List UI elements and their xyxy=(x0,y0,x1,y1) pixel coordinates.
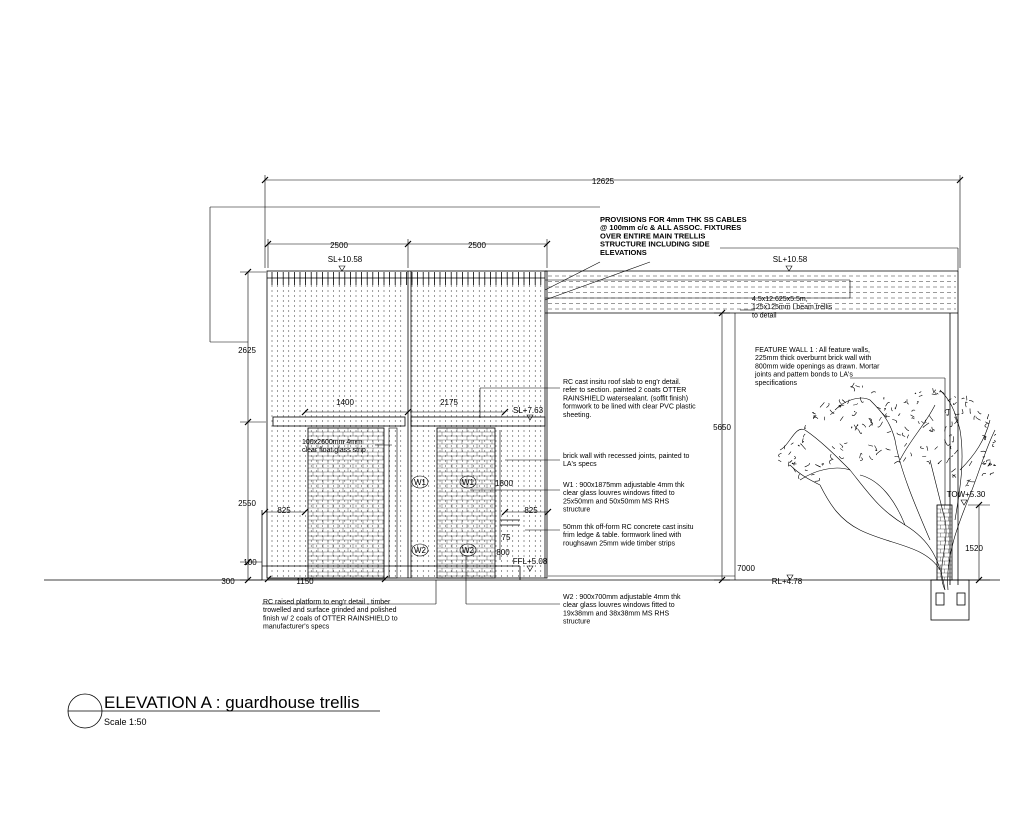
dim-bay-left: 2500 xyxy=(330,241,348,250)
note-line: finish w/ 2 coals of OTTER RAINSHIELD to xyxy=(263,615,398,623)
dim-5650: 5650 xyxy=(713,423,731,432)
cable-lines-vertical xyxy=(272,280,541,578)
note-line: OVER ENTIRE MAIN TRELLIS xyxy=(600,231,706,241)
note-line: frim ledge & table. formwork lined with xyxy=(563,532,682,540)
note-line: clear float glass strip xyxy=(302,447,366,455)
dim-trellis-height: 2625 xyxy=(238,346,256,355)
note-line: 25x50mm and 50x50mm MS RHS xyxy=(563,498,670,506)
note-line: STRUCTURE INCLUDING SIDE xyxy=(600,239,710,249)
note-line: trowelled and surface grinded and polished xyxy=(263,607,397,615)
tag-w2-left: W2 xyxy=(414,546,426,555)
note-provisions xyxy=(600,215,747,257)
note-line: manufacturer's specs xyxy=(263,623,330,631)
note-w2-spec xyxy=(563,594,681,626)
dim-825-right: 825 xyxy=(524,506,538,515)
dim-bay-right: 2500 xyxy=(468,241,486,250)
note-line: joints and pattern bonds to LA's xyxy=(755,371,853,379)
dim-800: 800 xyxy=(496,548,510,557)
note-line: structure xyxy=(563,506,591,514)
dim-height-300: 300 xyxy=(221,577,235,586)
level-tow: TOW+5.30 xyxy=(946,490,986,499)
note-line: 19x38mm and 38x38mm MS RHS xyxy=(563,610,670,618)
tag-w1-left: W1 xyxy=(414,478,426,487)
note-line: brick wall with recessed joints, painted to xyxy=(563,453,690,460)
drawing-title: ELEVATION A : guardhouse trellis xyxy=(104,693,360,712)
dim-7000: 7000 xyxy=(737,564,755,573)
note-line: 800mm wide openings as drawn. Mortar xyxy=(755,363,880,371)
note-platform xyxy=(263,599,398,631)
note-ibeam xyxy=(752,296,833,319)
note-feature-wall xyxy=(754,347,880,387)
raised-platform xyxy=(262,510,520,580)
note-line: W1 : 900x1875mm adjustable 4mm thk xyxy=(563,482,685,489)
tag-w2-right: W2 xyxy=(462,546,474,555)
dim-overall: 12625 xyxy=(591,177,615,186)
level-sl-mid: SL+7.63 xyxy=(512,406,544,415)
note-ledge xyxy=(563,524,694,547)
note-line: clear glass louvres windows fitted to xyxy=(563,602,675,610)
note-line: RAINSHIELD watersealant. (soffit finish) xyxy=(563,395,689,403)
note-line: RC raised platform to eng'r detail , timber xyxy=(263,599,391,606)
note-line: to detail xyxy=(752,312,777,320)
dim-1800: 1800 xyxy=(495,479,513,488)
note-line: specifications xyxy=(755,379,798,387)
dim-glass-right: 2175 xyxy=(440,398,458,407)
note-line: FEATURE WALL 1 : All feature walls, xyxy=(755,347,870,354)
dim-75: 75 xyxy=(501,533,511,542)
note-line: ELEVATIONS xyxy=(600,247,647,257)
note-line: 4.5x12.625x5.5m, xyxy=(752,296,808,303)
level-sl-left: SL+10.58 xyxy=(327,255,363,264)
note-line: refer to section. painted 2 coats OTTER xyxy=(563,387,687,395)
dim-height-lower: 2550 xyxy=(238,499,256,508)
drawing-scale: Scale 1:50 xyxy=(104,717,147,727)
tree-foliage xyxy=(778,383,996,487)
dim-1150: 1150 xyxy=(296,577,314,586)
dim-glass-left: 1400 xyxy=(336,398,354,407)
glass-strip xyxy=(389,428,397,578)
note-line: 225mm thick overburnt brick wall with xyxy=(755,355,872,363)
note-brick-wall xyxy=(563,453,690,468)
note-line: W2 : 900x700mm adjustable 4mm thk xyxy=(563,594,681,601)
note-line: PROVISIONS FOR 4mm THK SS CABLES xyxy=(600,215,747,224)
note-glass-strip xyxy=(302,439,366,454)
level-sl-right: SL+10.58 xyxy=(772,255,808,264)
note-line: clear glass louvres windows fitted to xyxy=(563,490,675,498)
note-line: LA's specs xyxy=(563,461,597,469)
tag-w1-right: W1 xyxy=(462,478,474,487)
note-line: structure xyxy=(563,618,591,626)
note-line: RC cast insitu roof slab to eng'r detail. xyxy=(563,379,681,386)
cable-tick-marks xyxy=(267,272,545,285)
note-line: 100x2600mm 4mm xyxy=(302,439,362,446)
note-w1-spec xyxy=(563,482,685,514)
level-ffl: FFL+5.08 xyxy=(512,557,548,566)
dim-825-left: 825 xyxy=(277,506,291,515)
note-line: sheeting. xyxy=(563,411,592,419)
dim-1520: 1520 xyxy=(965,544,983,553)
dim-height-100: 100 xyxy=(243,558,257,567)
note-line: formwork to be lined with clear PVC plastic xyxy=(563,403,696,411)
note-line: 125x125mm I beam trellis xyxy=(752,304,833,312)
note-line: @ 100mm c/c & ALL ASSOC. FIXTURES xyxy=(600,223,742,233)
note-line: 50mm thk off-form RC concrete cast insitu xyxy=(563,524,694,531)
note-line: roughsawn 25mm wide timber strips xyxy=(563,540,676,548)
level-rl: RL+4.78 xyxy=(771,577,803,586)
note-roof-slab xyxy=(563,379,696,419)
